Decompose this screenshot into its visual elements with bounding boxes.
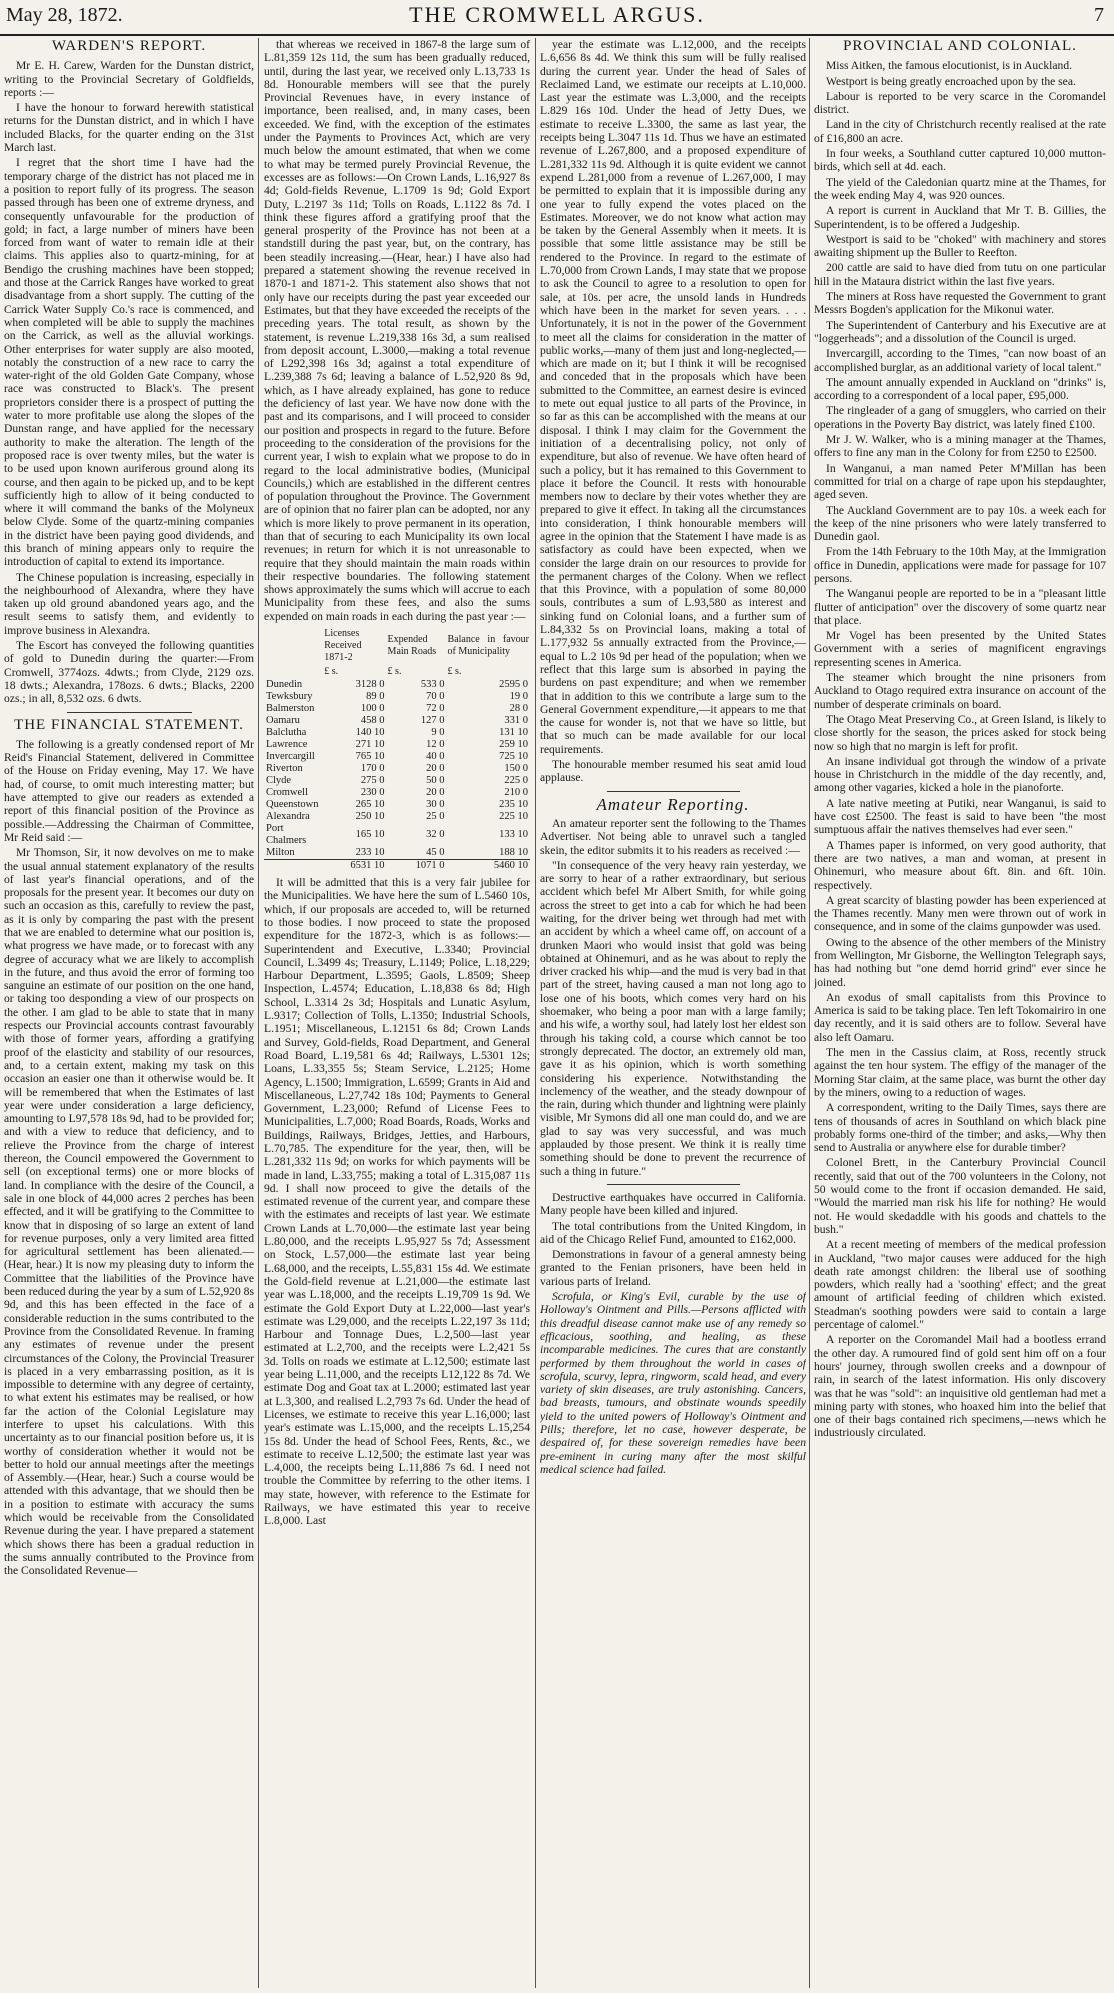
table-cell: 72 0 [426,703,445,715]
news-items [814,59,1106,1439]
paragraph: year the estimate was L.12,000, and the receipts L.6,656 8s 4d. We think this sum will be fully realised during the current year. Under the head of Sales of Reclaimed Land, we estimate our receipts at L.10,000. Last year the estimate was L.3,000, and the receipts L.829 16s 10d. Under the head of Jetty Dues, we estimate to receive L.3300, the same as last year, the receipts being L.3047 11s 1d. Thus we have an estimated revenue of L.267,800, and a proposed expenditure of L.281,332 11s 9d. Although it is quite evident we cannot expend L.281,000 from a revenue of L.267,000, I may be permitted to explain that it is impossible during any one year to fully expend the votes placed on the Estimates. Moreover, we do not know what action may be taken by the General Assembly when it meets. It is possible that some little assistance may be still be rendered to the Province. In regard to the estimate of L.70,000 from Crown Lands, I may state that we propose to ask the Council to agree to a resolution to open for sale, at 10s. per acre, the unsold lands in Hundreds which have been in the market for seven years. . . . Unfortunately, it is not in the power of the Government to meet all the claims for consideration in the matter of public works,—many of them just and long-neglected,—which are made on it; but I think it will be recognised and conceded that in the proposals which have been submitted to the Committee, an earnest desire is evinced to mete out equal justice to all parts of the Province, in so far as this can be accomplished with the means at our disposal. I think I may claim for the Government the initiation of a decentralising policy, not only of expenditure, but also of revenue. We have often heard of such a policy, but it has remained to this Government to place it before the Council. It rests with honourable members now to declare by their votes whether they are prepared to give it effect. In taking all the circumstances into consideration, I think honourable members will agree in the opinion that the Statement I have made is as satisfactory as could have been expected, when we consider the large drain on our resources to provide for the permanent charges of the Colony. When we reflect that this Province, with a population of some 80,000 souls, contributes a sum of L.93,580 as interest and sinking fund on Colonial loans, and a further sum of L.84,332 5s on Provincial loans, making a total of L.177,932 5s annually extracted from the Province,—equal to L.2 10s 9d per head of the population; when we reflect that this large sum is absorbed in paying the burdens on past expenditure; and when we remember that in addition to this we contribute a large sum to the General Government expenditure,—it appears to me that the cause for wonder is, not that we have so little, but that so much can be made available for our local requirements. [540,38,806,756]
table-cell: 45 0 [426,847,445,859]
table-cell: 30 0 [426,799,445,811]
table-cell: 265 10 [355,799,385,811]
column-2 [264,38,530,1988]
news-item: The Superintendent of Canterbury and his Executive are at "loggerheads"; and a dissolution of the Council is urged. [814,318,1106,345]
news-item: A reporter on the Coromandel Mail had a bootless errand the other day. A rumoured find of gold sent him off on a four hours' journey, through swollen creeks and a downpour of rain, in search of the latest information. His only discovery was that he was "sold": an inquisitive old gentleman had met a mining party with stones, who hoaxed him into the belief that one of their bags contained rich specimens,—news which he industriously circulated. [814,1333,1106,1440]
table-row [264,739,530,751]
divider [67,712,192,713]
table-cell: 235 10 [499,799,528,811]
table-row [264,787,530,799]
table-row [264,715,530,727]
newspaper-title: THE CROMWELL ARGUS. [409,2,705,27]
table-cell: 331 0 [504,715,528,727]
table-unit: £ s. [447,666,462,678]
table-cell: 725 10 [499,751,528,763]
table-cell: 165 10 [355,829,385,841]
table-cell: 89 0 [366,691,385,703]
amateur-reporting-heading: Amateur Reporting. [596,794,750,814]
table-body [264,679,530,872]
municipality-name: Riverton [266,763,303,775]
table-header: Expended Main Roads [387,634,437,658]
news-item: From the 14th February to the 10th May, at the Immigration office in Dunedin, applications were made for passage for 107 persons. [814,545,1106,585]
news-item: Invercargill, according to the Times, "can now boast of an accomplished burglar, as an additional variety of local talent." [814,347,1106,374]
table-cell: 25 0 [426,811,445,823]
column-4 [814,38,1106,1988]
column-rule [535,38,536,1988]
table-cell: 533 0 [420,679,445,691]
news-item: In four weeks, a Southland cutter captured 10,000 mutton-birds, which sell at 4d. each. [814,147,1106,174]
table-cell: 100 0 [360,703,385,715]
table-cell: 28 0 [509,703,528,715]
table-cell: 127 0 [420,715,445,727]
municipality-name: Lawrence [266,739,308,751]
table-cell: 233 10 [355,847,385,859]
municipality-name: Invercargill [266,751,315,763]
paragraph: Mr Thomson, Sir, it now devolves on me to make the usual annual statement explanatory of the results of last year's financial operations, and of the proposals for the present year. It becomes our duty on such an occasion as this, carefully to review the past, as it is only by comparing the past with the present that we are enabled to determine what our position is, what progress we have made, or to forecast with any degree of accuracy what we are likely to accomplish in the future, and thus avoid the error of forming too sanguine an estimate of our position on the one hand, or taking too desponding a view of our prospects on the other. I am glad to be able to state that in many respects our Provincial accounts contrast favourably with those of former years, affording a gratifying proof of the elasticity and stability of our resources, and, to a certain extent, making my task on this occasion an easier one than it otherwise would be. It will be remembered that when the Estimates of last year were under consideration a large deficiency, amounting to L97,578 18s 9d, had to be provided for; and with a view to reduce that deficiency, and to relieve the Province from the charge of interest thereon, the Council empowered the Government to sell (on exceptional terms) one or more blocks of land. In compliance with the desire of the Council, a sale in one block of 44,000 acres 2 perches has been effected, and it will be gratifying to the Committee to know that in disposing of so large an extent of land for revenue purposes, only a very limited area fitted for agricultural settlement has been alienated.—(Hear, hear.) It is now my pleasing duty to inform the Committee that the liabilities of the Province have been reduced during the year by a sum of L.52,920 8s 9d, and this has been effected in the face of a considerable reduction in the sums contributed to the Province from the Consolidated Revenue. In framing any estimates of revenue under the present circumstances of the Colony, the Provincial Treasurer is placed in a very embarrassing position, as it is impossible to determine with any degree of certainty, to what extent his estimates may be realised, or how far the action of the Colonial Legislature may interfere to upset his calculations. With this uncertainty as to our financial position before us, it is worthy of consideration whether it would not be better to hold our annual meetings after the meetings of Assembly.—(Hear, hear.) Such a course would be attended with this advantage, that we should then be in a position to estimate with accuracy the sums which would be receivable from the Consolidated Revenue during the year. I have prepared a statement which shows there has been a gradual reduction in the sums annually contributed to the Province from the Consolidated Revenue— [4,846,254,1578]
table-cell: 140 10 [355,727,385,739]
municipality-name: Tewksbury [266,691,313,703]
municipality-name: Balmerston [266,703,315,715]
table-cell: 225 10 [499,811,528,823]
table-cell: 271 10 [355,739,385,751]
news-item: The steamer which brought the nine prisoners from Auckland to Otago required extra insurance on account of the number of desperate criminals on board. [814,671,1106,711]
table-header [264,627,323,665]
issue-date: May 28, 1872. [6,4,123,26]
table-cell: 230 0 [360,787,385,799]
table-cell: 19 0 [509,691,528,703]
table-cell: 170 0 [360,763,385,775]
table-total-row [264,860,530,873]
warden-report-heading: WARDEN'S REPORT. [51,38,207,54]
table-unit: £ s. [324,666,339,678]
news-item: Westport is being greatly encroached upon by the sea. [826,74,1076,88]
municipality-name: Dunedin [266,679,303,691]
paragraph: An amateur reporter sent the following to the Thames Advertiser. Not being able to unravel such a tangled skein, the editor submits it to his readers as received :— [540,816,806,857]
table-cell: 12 0 [426,739,445,751]
table-row [264,823,530,847]
divider [607,1184,740,1185]
masthead [0,0,1114,36]
table-cell: 225 0 [504,775,528,787]
news-item: Owing to the absence of the other members of the Ministry from Wellington, Mr Gisborne, the Wellington Telegraph says, has had nothing but "one demd horrid grind" ever since he joined. [814,935,1106,989]
news-item: Land in the city of Christchurch recently realised at the rate of £16,800 an acre. [814,118,1106,145]
paragraph: The Escort has conveyed the following quantities of gold to Dunedin during the quarter:—From Cromwell, 3774ozs. 4dwts.; from Clyde, 2129 ozs. 18 dwts.; Alexandra, 178ozs. 6 dwts.; Blacks, 2200 ozs.; in all, 8,532 ozs. 6 dwts. [4,639,254,706]
table-cell: 9 0 [431,727,445,739]
news-item: An insane individual got through the window of a private house in Christchurch in the middle of the day recently, and, among other vagaries, kicked a hole in the pianoforte. [814,754,1106,795]
table-cell: 150 0 [504,763,528,775]
paragraph: "In consequence of the very heavy rain yesterday, we are sorry to hear of a rather extraordinary, but serious accident which befel Mr Albert Smith, for while going across the street to get into a cab for which he had been waiting, for the driver being wet through had met with an accident by which a wheel came off, on account of a drunken Maori who would insist that gold was being obtained at Ohinemuri, and as he was about to reply the driver cracked his whip—and the mud is very bad in that part of the street, having caused a man not long ago to lose one of his boots, which comes very hard on his shoemaker, who being a poor man with a large family; and his wife, a worthy soul, had lately lost her eldest son through his taking cold, a course which cannot be too strongly deprecated. The doctor, an extremely old man, gave it as his opinion, which is worth something considering his experience. Notwithstanding the inclemency of the weather, and the steady downpour of the rain, during which thunder and lightning were plainly visible, Mr Symons did all one man could do, and we are glad to say was very successful, and was much applauded by those present. We think it is really time something should be done to prevent the recurrence of such a thing in future." [540,858,806,1178]
paragraph: The honourable member resumed his seat amid loud applause. [540,758,806,785]
news-item: Mr J. W. Walker, who is a mining manager at the Thames, offers to fine any man in the Colony for from £250 to £2500. [814,433,1106,460]
news-item: A late native meeting at Putiki, near Wanganui, is said to have cost £2500. The feast is said to have been "the most sumptuous affair the natives themselves had ever seen." [814,796,1106,837]
table-cell: 2595 0 [499,679,528,691]
table-cell: 275 0 [360,775,385,787]
news-item: A great scarcity of blasting powder has been experienced at the Thames recently. Many men were thrown out of work in consequence, and in some of the claims gunpowder was used. [814,893,1106,934]
municipality-name: Alexandra [266,811,310,823]
paragraph: The following is a greatly condensed report of Mr Reid's Financial Statement, delivered in Committee of the House on Friday evening, May 17. We have had, of course, to omit much interesting matter; but have attempted to give our readers as extended a report of this financial position of the Province as possible.—Addressing the Chairman of Committee, Mr Reid said :— [4,737,254,844]
paragraph: The Chinese population is increasing, especially in the neighbourhood of Alexandra, where they have taken up old ground abandoned years ago, and the result seems to satisfy them, and evidently to improve business in Alexandra. [4,570,254,637]
table-cell: 131 10 [499,727,528,739]
municipal-accounts-table [264,627,530,872]
paragraph: Mr E. H. Carew, Warden for the Dunstan district, writing to the Provincial Secretary of Goldfields, reports :— [4,59,254,99]
table-cell: 458 0 [360,715,385,727]
paragraph: that whereas we received in 1867-8 the large sum of L.81,359 12s 11d, the sum has been gradually reduced, until, during the last year, we received only L.13,733 1s 8d. Honourable members will see that the purely Provincial Revenues have, in every instance of importance, been realised, and, in many cases, been exceeded. We find, with the exception of the estimates under the Payments to Provinces Act, which are very much below the amount estimated, that when we come to what may be termed purely Provincial Revenue, the excesses are as follows:—On Crown Lands, L.16,927 8s 4d; Gold-fields Revenue, L.1709 1s 9d; Gold Export Duty, L.2197 3s 11d; Tolls on Roads, L.1122 8s 7d. I think these figures afford a gratifying proof that the general prosperity of the Province has not been at a standstill during the past year, but, on the contrary, has been steadily increasing.—(Hear, hear.) I have also had prepared a statement showing the revenue received in 1870-1 and 1871-2. This statement also shows that not only have our receipts during the past year exceeded our Estimates, but that they have exceeded the receipts of the preceding years. The total result, as shown by the statement, is revenue L.219,338 16s 3d, a sum realised from deposit account, L.3000,—making a total revenue of L292,398 16s 3d; against a total expenditure of L.239,388 7s 6d; leaving a balance of L.52,920 8s 9d, which, as I have already explained, has gone to reduce the deficiency of last year. We have now done with the past and its comparisons, and I will proceed to consider our position and prospects in regard to the future. Before proceeding to the consideration of the provisions for the current year, I wish to explain what we propose to do in regard to the local administrative bodies, (Municipal Councils,) which are established in the different centres of population throughout the Province. The Government are of opinion that no fairer plan can be adopted, nor any which is more likely to prove permanent in its operation, than that of securing to each Municipality its own local revenues; in return for which it is not unreasonable to require that they should maintain the main roads within their respective boundaries. The following statement shows approximately the sums which will accrue to each Municipality from these fees, and also the sums expended on main roads in each during the past year :— [264,38,530,623]
table-row [264,775,530,787]
municipality-name: Clyde [266,775,292,787]
table-row [264,691,530,703]
table-cell: 50 0 [426,775,445,787]
paragraph: It will be admitted that this is a very fair jubilee for the Municipalities. We have here the sum of L.5460 10s, which, if our proposals are acceded to, will be returned to those bodies. I now proceed to state the proposed expenditure for the 1872-3, which is as follows:—Superintendent and Executive, L.3340; Provincial Council, L.3499 4s; Treasury, L.1149; Police, L.18,229; Harbour Department, L.3595; Gaols, L.8509; Sheep Inspection, L.4574; Education, L.18,838 6s 8d; High School, L.3314 2s 3d; Hospitals and Lunatic Asylum, L.9317; Collection of Tolls, L.1350; Industrial Schools, L.1951; Miscellaneous, L.12151 6s 8d; Crown Lands and Survey, Gold-fields, Road Department, and General Road Board, L.19,581 6s 4d; Railways, L.5301 12s; Loans, L.33,355 5s; Steam Service, L.2125; Home Agency, L.1500; Immigration, L.6599; Grants in Aid and Miscellaneous, L.27,742 18s 10d; Payments to General Government, L.23,000; Refund of License Fees to Municipalities, L.7,000; Road Boards, Roads, Works and Buildings, Railways, Bridges, Jetties, and Harbours, L.70,785. The expenditure for the year, then, will be L.281,332 11s 9d; on works for which payments will be made in land, L.33,755; making a total of L.315,087 11s 9d. I shall now proceed to give the details of the estimated revenue of the current year, and compare these with the estimates and receipts of last year. We estimate Crown Lands at L.70,000—the estimate last year being L.80,000, and the receipts L.95,927 5s 7d; Assessment on Stock, L.57,000—the estimate last year being L.68,000, and the receipts, L.55,831 15s 4d. We estimate the Gold-field revenue at L.21,000—the estimate last year was L.18,000, and the receipts L.19,709 1s 9d. We estimate the Gold Export Duty at L.22,000—last year's estimate was L29,000, and the receipts L.22,197 3s 11d; Harbour and Tonnage Dues, L.2,500—last year estimated at L.2,700, and the receipts were L.2,421 5s 3d. Tolls on roads we estimate at L.12,500; estimate last year being L.11,000, and the receipts L12,122 8s 7d. We estimate Dog and Goat tax at L.2000; estimated last year at L.3,300, and realised L.2,793 7s 6d. Under the head of Licenses, we estimate to receive this year L.16,000; last year's estimate was L.15,000, and the receipts L.15,254 15s 8d. Under the head of School Fees, Rents, &c., we estimate to receive L.12,500; the estimate last year was L.4,000, the receipts being L.11,886 7s 6d. I need not trouble the Committee by referring to the other items. I may state, however, with reference to the Estimate for Railways, we have estimated this year to receive L.8,000. Last [264,876,530,1528]
municipality-name: Milton [266,847,295,859]
table-units-row [264,665,530,679]
news-item: The ringleader of a gang of smugglers, who carried on their operations in the Poverty Bay district, was lately fined £100. [814,404,1106,431]
news-item: The men in the Cassius claim, at Ross, recently struck against the ten hour system. The effigy of the manager of the Morning Star claim, at the same place, was burnt the other day by the miners, owing to a reduction of wages. [814,1046,1106,1099]
column-3 [540,38,806,1988]
table-total-cell: 1071 0 [387,860,447,873]
table-cell: 133 10 [499,829,528,841]
table-row [264,763,530,775]
table-cell: 765 10 [355,751,385,763]
municipality-name: Cromwell [266,787,308,799]
table-cell: 70 0 [426,691,445,703]
table-total-cell: 5460 10 [447,860,530,873]
table-cell: 32 0 [426,829,445,841]
column-rule [258,38,259,1988]
news-item: Labour is reported to be very scarce in the Coromandel district. [814,89,1106,117]
divider [607,791,740,792]
news-item: The Wanganui people are reported to be in a "pleasant little flutter of anticipation" over the discovery of some quartz near that place. [814,587,1106,627]
news-item: The Auckland Government are to pay 10s. a week each for the keep of the nine prisoners who were lately transferred to Dunedin gaol. [814,503,1106,544]
news-item: Demonstrations in favour of a general amnesty being granted to the Fenian prisoners, have been held in various parts of Ireland. [540,1248,806,1288]
provincial-colonial-heading: PROVINCIAL AND COLONIAL. [843,38,1077,54]
table-cell: 210 0 [504,787,528,799]
news-item: At a recent meeting of members of the medical profession in Auckland, "two major causes were adduced for the high death rate amongst children: the liberal use of soothing powders, which really had a 'soothing' effect; and the great amount of artificial feeding of children which existed. Steadman's soothing powders were said to contain a large percentage of calomel." [814,1238,1106,1332]
municipality-name: Queenstown [266,799,319,811]
table-row [264,751,530,763]
news-item: The yield of the Caledonian quartz mine at the Thames, for the week ending May 4, was 920 ounces. [814,175,1106,202]
table-total-cell [264,860,323,873]
news-item: The total contributions from the United Kingdom, in aid of the Chicago Relief Fund, amounted to £162,000. [540,1219,806,1246]
table-unit [264,665,323,679]
paragraph: I regret that the short time I have had the temporary charge of the district has not placed me in a position to report fully of its progress. The season passed through has been one of extreme dryness, and consequently unfavourable for the production of gold; in fact, a large number of miners have been forced from want of water to remain idle at their claims. This applies also to quartz-mining, for at Bendigo the crushing machines have been stopped; and those at the Carrick Ranges have worked to great disadvantage from a short supply. The cutting of the Carrick Water Supply Co.'s race is commenced, and when completed will be able to supply the machines on the Carrick, as well as the alluvial workings. Other enterprises for water supply are also mooted, notably the construction of a new race to carry the water-right of the old Golden Gate Company, whose race was constructed to Black's. The present proprietors consider there is a prospect of putting the water to more profitable use along the slopes of the Dunstan range, and have applied for the necessary authority to make the alteration. The length of the proposed race is over twenty miles, but the water is to be used upon known auriferous ground along its course, and then again to be picked up, and to be kept sufficiently high to allow of it being conducted to where it will command the banks of the Molyneux below Clyde. Some of the quartz-mining companies in the district have been paying good dividends, and this branch of mining appears only to require the introduction of capital to extend its importance. [4,156,254,569]
table-row [264,703,530,715]
news-item: Miss Aitken, the famous elocutionist, is in Auckland. [826,59,1073,73]
holloway-advert: Scrofula, or King's Evil, curable by the use of Holloway's Ointment and Pills.—Persons afflicted with this dreadful disease cannot make use of any remedy so efficacious, soothing, and healing, as these incomparable medicines. The cures that are constantly performed by them throughout the world in cases of scrofula, scurvy, lepra, ringworm, scald head, and every variety of skin diseases, are truly astonishing. Cancers, bad breasts, tumours, and obstinate wounds speedily yield to the united powers of Holloway's Ointment and Pills; therefore, let no case, however desperate, be despaired of, for these sovereign remedies have been pre-eminent in curing many after the most skilful medical science had failed. [540,1290,806,1476]
column-1 [4,38,254,1988]
news-item: Westport is said to be "choked" with machinery and stores awaiting shipment up the Buller to Reefton. [814,232,1106,260]
table-cell: 188 10 [499,847,528,859]
financial-statement-heading: THE FINANCIAL STATEMENT. [14,716,244,733]
table-cell: 20 0 [426,763,445,775]
table-row [264,727,530,739]
news-item: An exodus of small capitalists from this Province to America is said to be taking place. Ten left Tokomairiro in one day recently, and it is said others are to follow. Several have also left Oamaru. [814,990,1106,1044]
table-header: Balance in favour of Municipality [447,634,529,658]
table-header: Licenses Received 1871-2 [324,628,362,664]
table-row [264,679,530,691]
news-item: 200 cattle are said to have died from tutu on one particular hill in the Mataura district within the last five years. [814,261,1106,288]
municipality-name: Oamaru [266,715,300,727]
table-cell: 20 0 [426,787,445,799]
page-number: 7 [1094,4,1104,26]
news-item: Colonel Brett, in the Canterbury Provincial Council recently, said that out of the 700 volunteers in the Colony, not 50 would come to the front if occasion demanded. He said, "Would the married man risk his life for nothing? He would not. He would skedaddle with his goods and chattels to the bush." [814,1156,1106,1236]
table-total-cell: 6531 10 [323,860,386,873]
news-item: The Otago Meat Preserving Co., at Green Island, is likely to close shortly for the season, the prices asked for stock being now so high that no margin is left for profit. [814,712,1106,753]
news-item: The amount annually expended in Auckland on "drinks" is, according to a correspondent of a local paper, £95,000. [814,375,1106,403]
table-cell: 259 10 [499,739,528,751]
news-item: A report is current in Auckland that Mr T. B. Gillies, the Superintendent, is to be offered a Judgeship. [814,204,1106,231]
news-item: Destructive earthquakes have occurred in California. Many people have been killed and injured. [540,1190,806,1218]
municipality-name: Balclutha [266,727,307,739]
table-cell: 3128 0 [355,679,385,691]
paragraph: I have the honour to forward herewith statistical returns for the Dunstan district, and in which I have included Blacks, for the quarter ending on the 31st March last. [4,101,254,155]
news-item: Mr Vogel has been presented by the United States Government with a series of magnificent engravings representing scenes in America. [814,629,1106,669]
table-cell: 250 10 [355,811,385,823]
table-row [264,799,530,811]
table-row [264,811,530,823]
municipality-name: Port Chalmers [266,823,307,847]
news-item: The miners at Ross have requested the Government to grant Messrs Bogden's application for the Mikonui water. [814,290,1106,317]
news-item: In Wanganui, a man named Peter M'Millan has been committed for trial on a charge of rape upon his stepdaughter, aged seven. [814,461,1106,502]
news-item: A correspondent, writing to the Daily Times, says there are tens of thousands of acres in Southland on which black pine probably forms one-third of the timber; and asks,—Why then send to Australia or anywhere else for durable timber? [814,1101,1106,1155]
table-header-row [264,627,530,665]
column-rule [809,38,810,1988]
table-row [264,847,530,860]
table-unit: £ s. [387,666,402,678]
news-item: A Thames paper is informed, on very good authority, that there are two natives, a man and woman, at present in Ohinemuri, who measure about 6ft. 8in. and 6ft. 10in. respectively. [814,838,1106,892]
table-cell: 40 0 [426,751,445,763]
